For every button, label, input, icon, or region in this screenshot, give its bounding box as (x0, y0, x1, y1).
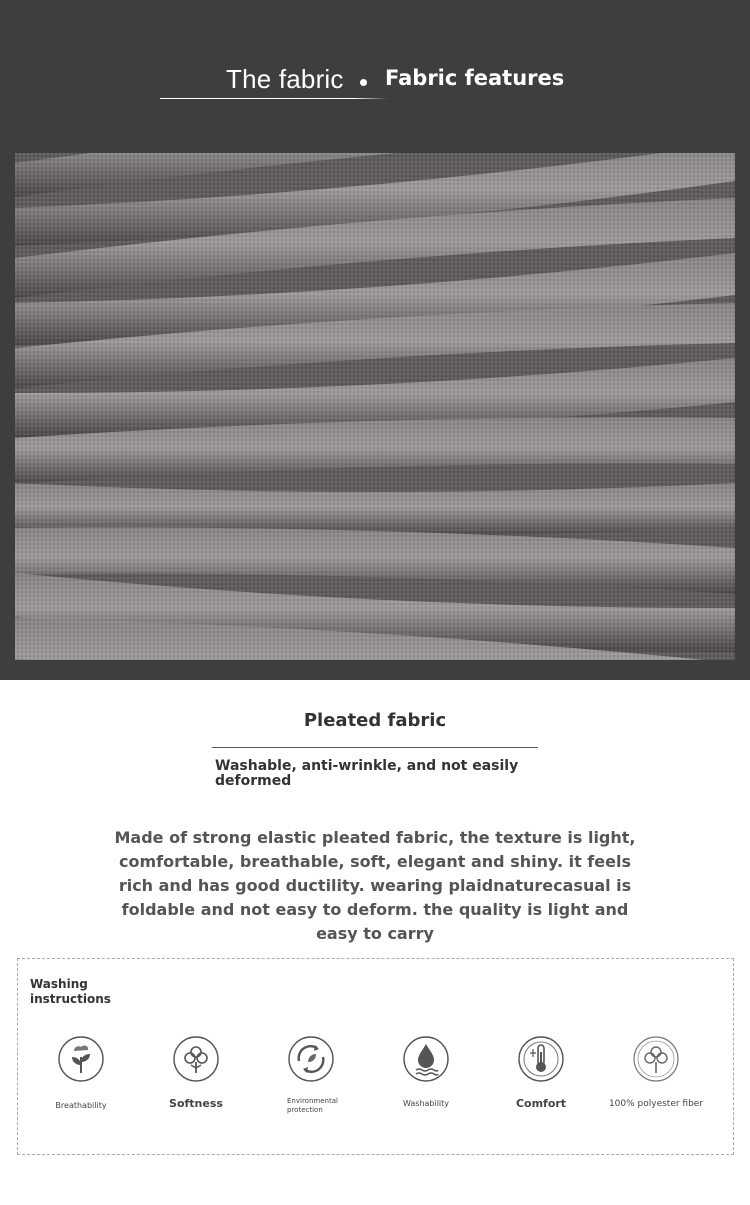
section-title: Pleated fabric (303, 710, 447, 731)
thermometer-icon (517, 1035, 565, 1083)
cotton-boll-icon (632, 1035, 680, 1083)
section-divider (212, 747, 538, 748)
header-underline (160, 98, 388, 99)
washing-instructions-panel (17, 958, 734, 1155)
water-drop-icon (402, 1035, 450, 1083)
washing-title: Washing instructions (30, 977, 111, 1006)
fabric-photo (15, 153, 735, 660)
feature-label: Breathability (55, 1101, 107, 1110)
section-subtitle: Washable, anti-wrinkle, and not easily deformed (215, 758, 519, 789)
recycle-leaf-icon (287, 1035, 335, 1083)
feature-washability (371, 1035, 481, 1108)
fabric-description: Made of strong elastic pleated fabric, the texture is light, comfortable, breathable, soft, elegant and shiny. it feels rich and has good ductility. wearing plaidnaturecasual is foldable and not easy to deform. the quality is light and easy to carry (114, 828, 636, 943)
feature-label: 100% polyester fiber (608, 1099, 704, 1109)
feature-label: Washability (402, 1099, 450, 1108)
cotton-flower-icon (172, 1035, 220, 1083)
feature-softness (141, 1035, 251, 1110)
feature-label: Environmental protection (287, 1097, 338, 1114)
feature-polyester-fiber (601, 1035, 711, 1109)
feature-comfort (486, 1035, 596, 1110)
plant-icon (57, 1035, 105, 1083)
feature-label: Softness (169, 1097, 223, 1110)
feature-environmental-protection (256, 1035, 366, 1114)
header-title-right: Fabric features (385, 66, 565, 90)
feature-breathability (26, 1035, 136, 1110)
header-dot (360, 79, 367, 86)
feature-label: Comfort (515, 1097, 567, 1110)
header-title-left: The fabric (226, 64, 344, 94)
